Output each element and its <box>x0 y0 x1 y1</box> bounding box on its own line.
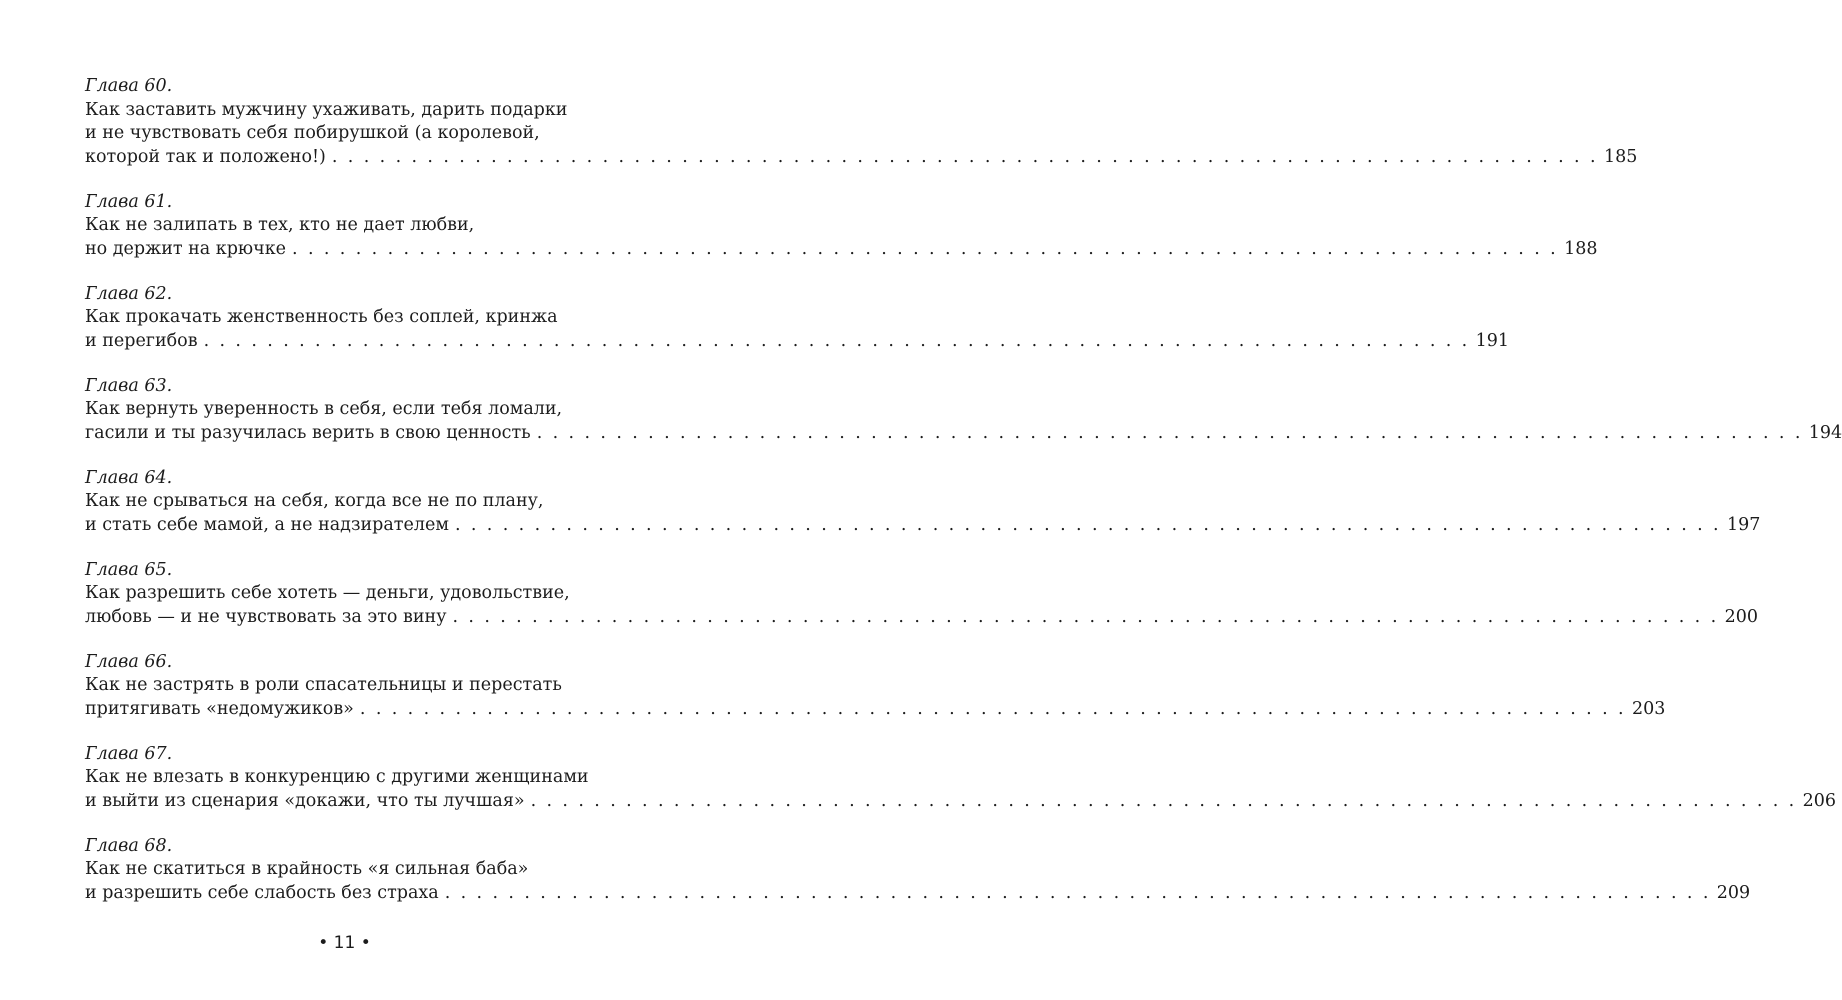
chapter-title-line: Как не застрять в роли спасательницы и перестать <box>85 675 562 695</box>
dot-leader: . . . . . . . . . . . . . . . . . . . . . . . . . . . . . . . . . . . . . . . . . . . . . . . . . . . . . . . . . . . . . . . . . . . . . . . . . . . . . . . . <box>530 790 1797 811</box>
page-number: 200 <box>1724 606 1758 627</box>
dot-leader: . . . . . . . . . . . . . . . . . . . . . . . . . . . . . . . . . . . . . . . . . . . . . . . . . . . . . . . . . . . . . . . . . . . . . . . . . . . . . . . . <box>454 514 1722 535</box>
page-number: 185 <box>1603 146 1638 167</box>
toc-entry-66 <box>85 651 1666 722</box>
chapter-title-line: Как не влезать в конкуренцию с другими женщинами <box>85 767 589 787</box>
chapter-title-line: Как не срываться на себя, когда все не по плану, <box>85 491 544 511</box>
chapter-title-line: Как вернуть уверенность в себя, если тебя ломали, <box>85 399 563 419</box>
page-number: 188 <box>1564 238 1598 259</box>
chapter-label: Глава 60. <box>85 76 173 96</box>
chapter-title-line: и стать себе мамой, а не надзирателем <box>85 514 449 535</box>
chapter-title-last-line <box>85 146 1638 170</box>
toc-entry-67 <box>85 743 1837 814</box>
page-folio: • 11 • <box>318 933 371 953</box>
dot-leader: . . . . . . . . . . . . . . . . . . . . . . . . . . . . . . . . . . . . . . . . . . . . . . . . . . . . . . . . . . . . . . . . . . . . . . . . . . . . . . . . <box>359 698 1626 719</box>
chapter-title-line: любовь — и не чувствовать за это вину <box>85 606 447 627</box>
toc-entry-68 <box>85 835 1751 906</box>
chapter-title-line: Как разрешить себе хотеть — деньги, удовольствие, <box>85 583 570 603</box>
chapter-title-line: Как прокачать женственность без соплей, кринжа <box>85 307 558 327</box>
page-number: 203 <box>1631 698 1666 719</box>
chapter-title-line: и не чувствовать себя побирушкой (а королевой, <box>85 123 540 143</box>
chapter-label: Глава 68. <box>85 835 173 856</box>
chapter-title-line: и разрешить себе слабость без страха <box>85 882 439 903</box>
chapter-title-line: которой так и положено!) <box>85 146 326 167</box>
chapter-label: Глава 62. <box>85 283 173 304</box>
page-number: 197 <box>1727 514 1761 535</box>
page-number: 206 <box>1802 790 1837 811</box>
dot-leader: . . . . . . . . . . . . . . . . . . . . . . . . . . . . . . . . . . . . . . . . . . . . . . . . . . . . . . . . . . . . . . . . . . . . . . . . . . . . . . . . <box>203 330 1470 351</box>
chapter-label: Глава 65. <box>85 559 173 580</box>
chapter-title-line: Как не скатиться в крайность «я сильная баба» <box>85 859 529 879</box>
dot-leader: . . . . . . . . . . . . . . . . . . . . . . . . . . . . . . . . . . . . . . . . . . . . . . . . . . . . . . . . . . . . . . . . . . . . . . . . . . . . . . . . <box>444 882 1711 903</box>
page-number: 191 <box>1475 330 1510 351</box>
toc-entry-62 <box>85 283 1510 354</box>
chapter-title-line: и выйти из сценария «докажи, что ты лучшая» <box>85 790 525 811</box>
chapter-title-line: но держит на крючке <box>85 238 287 259</box>
toc-entry-64 <box>85 467 1761 538</box>
page-number: 209 <box>1716 882 1751 903</box>
dot-leader: . . . . . . . . . . . . . . . . . . . . . . . . . . . . . . . . . . . . . . . . . . . . . . . . . . . . . . . . . . . . . . . . . . . . . . . . . . . . . . . . <box>452 606 1719 627</box>
toc-entry-65 <box>85 559 1758 630</box>
chapter-title-line: и перегибов <box>85 330 198 351</box>
chapter-label: Глава 64. <box>85 467 173 488</box>
dot-leader: . . . . . . . . . . . . . . . . . . . . . . . . . . . . . . . . . . . . . . . . . . . . . . . . . . . . . . . . . . . . . . . . . . . . . . . . . . . . . . . . <box>536 422 1803 443</box>
chapter-title-last-line <box>85 422 1842 446</box>
dot-leader: . . . . . . . . . . . . . . . . . . . . . . . . . . . . . . . . . . . . . . . . . . . . . . . . . . . . . . . . . . . . . . . . . . . . . . . . . . . . . . . . <box>292 238 1559 259</box>
chapter-title-line: притягивать «недомужиков» <box>85 698 354 719</box>
chapter-title-last-line <box>85 606 1758 630</box>
toc-entry-63 <box>85 375 1842 446</box>
chapter-title-last-line <box>85 882 1751 906</box>
chapter-label: Глава 66. <box>85 651 173 672</box>
toc-entry-61 <box>85 191 1598 262</box>
chapter-title-line: Как не залипать в тех, кто не дает любви, <box>85 215 475 235</box>
chapter-title-line: гасили и ты разучилась верить в свою ценность <box>85 422 531 443</box>
chapter-title-last-line <box>85 514 1761 538</box>
table-of-contents <box>85 75 1842 905</box>
chapter-title-last-line <box>85 238 1598 262</box>
chapter-title-last-line <box>85 330 1510 354</box>
page-number: 194 <box>1808 422 1842 443</box>
dot-leader: . . . . . . . . . . . . . . . . . . . . . . . . . . . . . . . . . . . . . . . . . . . . . . . . . . . . . . . . . . . . . . . . . . . . . . . . . . . . . . . . <box>331 146 1598 167</box>
chapter-title-last-line <box>85 698 1666 722</box>
chapter-title-line: Как заставить мужчину ухаживать, дарить подарки <box>85 99 568 120</box>
chapter-title-last-line <box>85 790 1837 814</box>
chapter-label: Глава 67. <box>85 743 173 764</box>
chapter-label: Глава 63. <box>85 375 173 396</box>
chapter-label: Глава 61. <box>85 191 173 212</box>
toc-entry-60 <box>85 75 1638 169</box>
